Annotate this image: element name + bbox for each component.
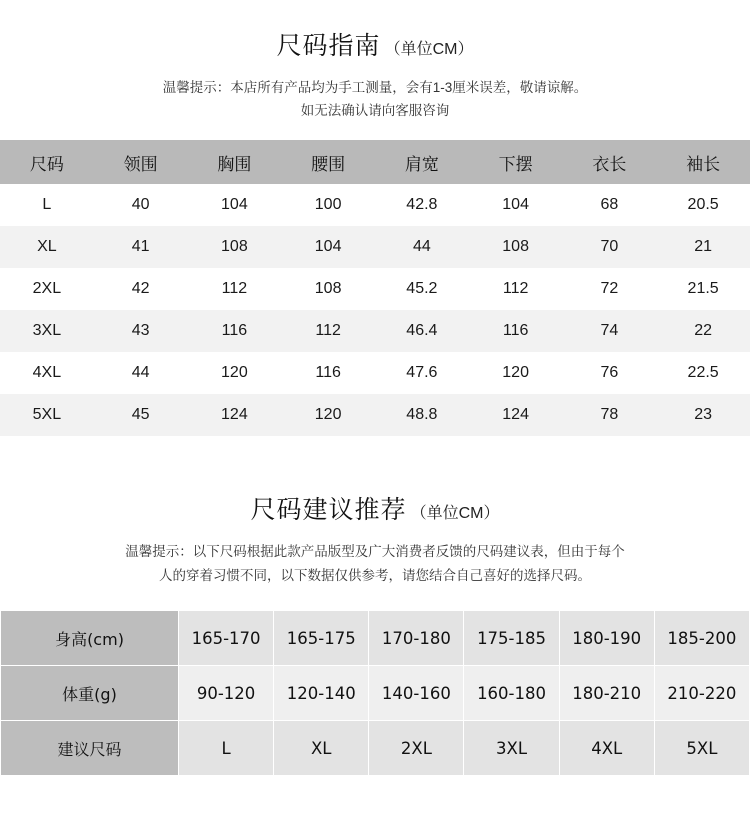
size-cell: 74 [600, 322, 619, 339]
size-table-header-cell: 衣长 [592, 154, 627, 174]
size-cell: 124 [502, 406, 529, 423]
size-cell: 70 [600, 238, 619, 255]
table-row [0, 184, 750, 226]
recommendation-table [0, 610, 750, 776]
row-label-height: 身高(cm) [1, 611, 179, 666]
size-guide-title-row [0, 0, 750, 62]
size-table-head [0, 140, 750, 184]
size-cell: 45 [131, 406, 150, 423]
size-table-header-cell: 肩宽 [404, 154, 439, 174]
size-cell: 104 [314, 238, 342, 255]
size-cell: 23 [694, 406, 713, 423]
size-cell: 2XL [32, 280, 62, 297]
size-cell: 21.5 [687, 280, 719, 297]
size-guide-unit: （单位CM） [384, 41, 474, 58]
recommended-size-cell: 4XL [559, 721, 654, 776]
size-table-header-cell: 腰围 [311, 154, 346, 174]
size-cell: 108 [221, 238, 248, 255]
size-cell: 76 [600, 364, 619, 381]
recommendation-unit: （单位CM） [410, 505, 500, 522]
size-cell: 104 [221, 196, 248, 213]
size-guide-tip [0, 76, 750, 122]
size-cell: 112 [315, 322, 341, 339]
recommendation-table-body [1, 611, 750, 776]
size-cell: 120 [221, 364, 248, 381]
size-guide-tip-line1: 温馨提示：本店所有产品均为手工测量，会有1-3厘米误差，敬请谅解。 [162, 80, 588, 95]
size-table [0, 140, 750, 436]
size-cell: 22 [694, 322, 713, 339]
recommended-size-cell: L [179, 721, 274, 776]
size-cell: 4XL [32, 364, 62, 381]
weight-cell: 90-120 [179, 666, 274, 721]
size-cell: 48.8 [406, 406, 438, 423]
size-cell: 44 [131, 364, 150, 381]
size-cell: 112 [221, 280, 248, 297]
size-cell: 5XL [32, 406, 62, 423]
size-table-header-row [0, 140, 750, 184]
height-cell: 170-180 [369, 611, 464, 666]
recommendation-title: 尺码建议推荐 [250, 496, 407, 524]
size-guide-tip-line2: 如无法确认请向客服咨询 [300, 103, 450, 118]
size-cell: 22.5 [687, 364, 719, 381]
size-cell: 100 [314, 196, 342, 213]
size-cell: 45.2 [406, 280, 438, 297]
size-cell: 116 [221, 322, 248, 339]
size-cell: 43 [131, 322, 150, 339]
size-cell: L [42, 196, 52, 213]
weight-cell: 180-210 [559, 666, 654, 721]
table-row [0, 226, 750, 268]
size-cell: 78 [600, 406, 619, 423]
size-guide-title: 尺码指南 [276, 32, 381, 60]
recommended-size-cell: 3XL [464, 721, 559, 776]
recommended-size-cell: XL [274, 721, 369, 776]
size-cell: 46.4 [406, 322, 438, 339]
height-cell: 180-190 [559, 611, 654, 666]
size-cell: 108 [314, 280, 342, 297]
size-cell: 47.6 [406, 364, 438, 381]
size-table-header-cell: 尺码 [29, 154, 64, 174]
size-cell: 3XL [32, 322, 62, 339]
size-table-header-cell: 袖长 [686, 154, 721, 174]
height-cell: 175-185 [464, 611, 559, 666]
size-cell: 108 [502, 238, 529, 255]
size-cell: 41 [131, 238, 150, 255]
table-row [0, 310, 750, 352]
recommendation-tip-line1: 温馨提示：以下尺码根据此款产品版型及广大消费者反馈的尺码建议表，但由于每个 [125, 544, 625, 559]
weight-cell: 120-140 [274, 666, 369, 721]
table-row [0, 394, 750, 436]
size-cell: 21 [694, 238, 713, 255]
size-cell: 120 [502, 364, 529, 381]
size-table-header-cell: 胸围 [217, 154, 252, 174]
table-row [1, 721, 750, 776]
size-cell: 120 [314, 406, 342, 423]
size-table-header-cell: 下摆 [498, 154, 533, 174]
size-cell: 20.5 [687, 196, 719, 213]
size-cell: 116 [502, 322, 529, 339]
size-cell: 68 [600, 196, 619, 213]
row-label-recommended-size: 建议尺码 [1, 721, 179, 776]
weight-cell: 210-220 [654, 666, 749, 721]
recommendation-section [0, 490, 750, 776]
size-cell: 44 [412, 238, 431, 255]
size-cell: 104 [502, 196, 529, 213]
table-row [1, 666, 750, 721]
size-cell: XL [37, 238, 57, 255]
size-cell: 72 [600, 280, 619, 297]
table-row [1, 611, 750, 666]
size-cell: 42 [131, 280, 150, 297]
row-label-weight: 体重(g) [1, 666, 179, 721]
recommended-size-cell: 2XL [369, 721, 464, 776]
size-cell: 112 [502, 280, 529, 297]
recommendation-title-row [0, 490, 750, 526]
size-cell: 40 [131, 196, 150, 213]
recommendation-tip-line2: 人的穿着习惯不同，以下数据仅供参考，请您结合自己喜好的选择尺码。 [159, 568, 591, 583]
weight-cell: 140-160 [369, 666, 464, 721]
size-cell: 42.8 [406, 196, 438, 213]
weight-cell: 160-180 [464, 666, 559, 721]
size-table-header-cell: 领围 [123, 154, 158, 174]
size-cell: 124 [221, 406, 248, 423]
height-cell: 165-175 [274, 611, 369, 666]
height-cell: 185-200 [654, 611, 749, 666]
size-cell: 116 [315, 364, 341, 381]
recommendation-tip [0, 540, 750, 588]
height-cell: 165-170 [179, 611, 274, 666]
recommended-size-cell: 5XL [654, 721, 749, 776]
table-row [0, 352, 750, 394]
table-row [0, 268, 750, 310]
size-table-body [0, 184, 750, 436]
